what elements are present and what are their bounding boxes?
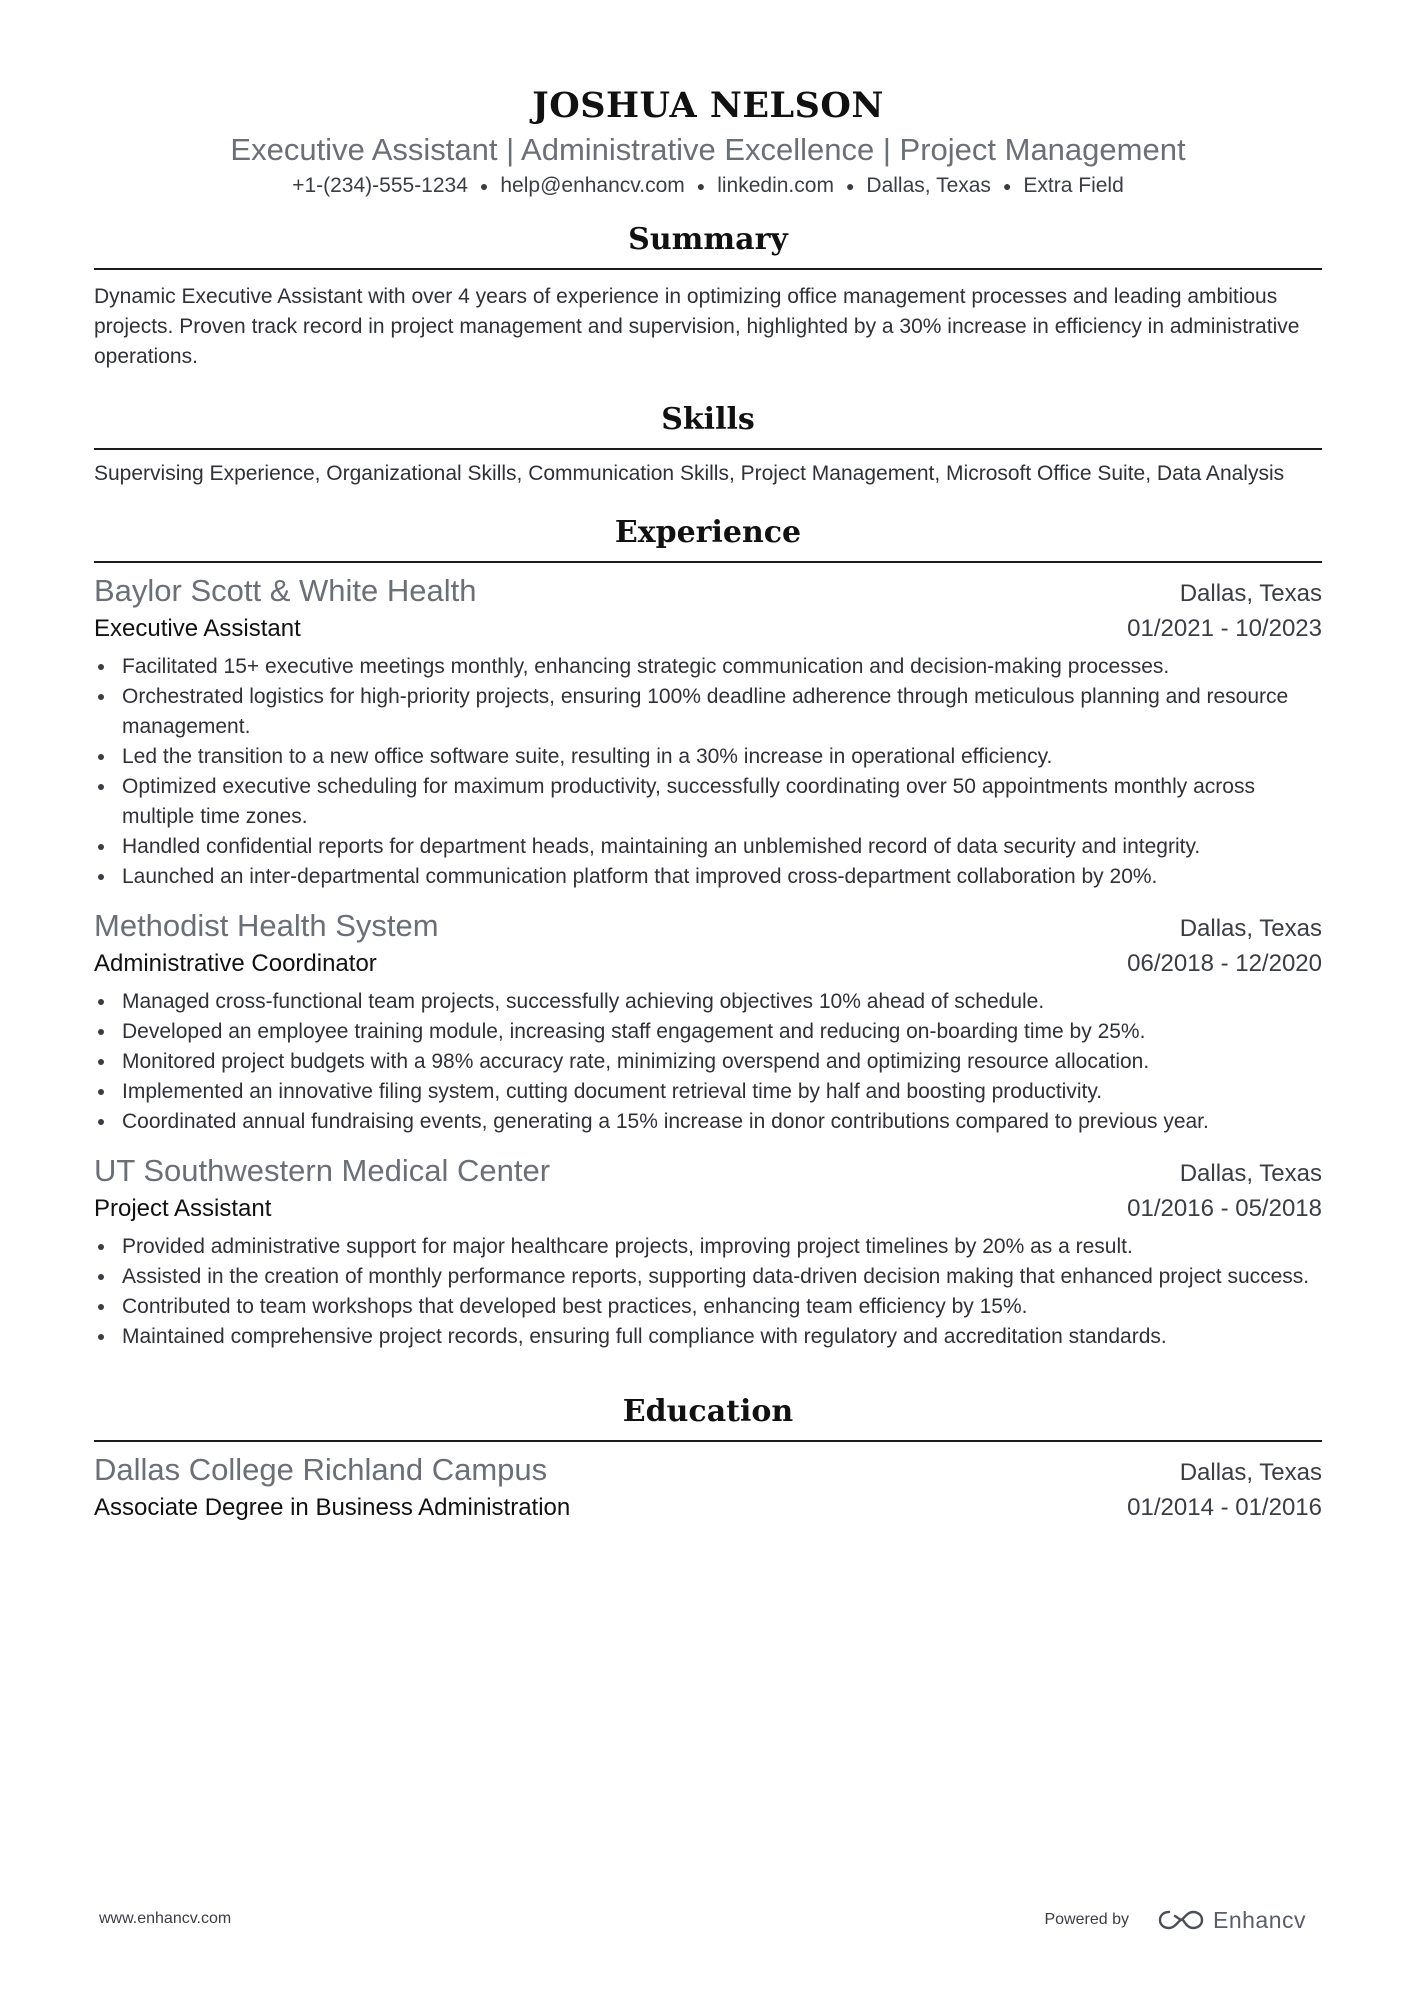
bullet-text: Developed an employee training module, increasing staff engagement and reducing on-boarding time by 25%.	[122, 1020, 1146, 1044]
experience-entry	[94, 1151, 1322, 1352]
job-location: Dallas, Texas	[1179, 580, 1322, 608]
bullet-text: Optimized executive scheduling for maximum productivity, successfully coordinating over 50 appointments monthly across multiple time zones.	[122, 775, 1255, 829]
contact-email[interactable]: help@enhancv.com	[500, 174, 685, 197]
section-divider	[94, 268, 1322, 270]
contact-linkedin[interactable]: linkedin.com	[717, 174, 834, 197]
job-location: Dallas, Texas	[1179, 1160, 1322, 1188]
job-title: Administrative Coordinator	[94, 950, 377, 978]
contact-line	[94, 172, 1322, 200]
bullet-icon	[98, 1304, 104, 1310]
section-divider	[94, 1440, 1322, 1442]
footer-website-link[interactable]: www.enhancv.com	[99, 1910, 232, 1927]
candidate-name: JOSHUA NELSON	[532, 85, 884, 126]
company-name: Baylor Scott & White Health	[94, 573, 477, 609]
education-section	[94, 1392, 1322, 1525]
bullet-icon	[98, 1089, 104, 1095]
bullet-text: Coordinated annual fundraising events, generating a 15% increase in donor contributions compared to previous year.	[122, 1110, 1209, 1134]
bullet-text: Implemented an innovative filing system, cutting document retrieval time by half and boosting productivity.	[122, 1080, 1103, 1104]
section-title-experience: Experience	[614, 515, 802, 551]
list-item	[94, 1047, 1322, 1077]
experience-company-row	[94, 571, 1322, 612]
experience-entry	[94, 571, 1322, 892]
page-footer	[0, 1902, 1410, 1942]
enhancv-brand-name: Enhancv	[1212, 1906, 1306, 1933]
education-entry	[94, 1450, 1322, 1525]
job-location: Dallas, Texas	[1179, 915, 1322, 943]
experience-company-row	[94, 906, 1322, 947]
bullet-icon	[98, 1119, 104, 1125]
bullet-text: Managed cross-functional team projects, successfully achieving objectives 10% ahead of schedule.	[122, 990, 1045, 1014]
bullet-icon	[98, 664, 104, 670]
summary-section	[94, 220, 1322, 372]
contact-location: Dallas, Texas	[866, 174, 991, 197]
job-bullets	[94, 987, 1322, 1137]
bullet-icon	[98, 999, 104, 1005]
summary-text: Dynamic Executive Assistant with over 4 years of experience in optimizing office management processes and leading ambitious projects. Proven track record in project management and supervision, highlighted by a 30% increase in efficiency in administrative operations.	[94, 285, 1300, 369]
enhancv-logo-icon	[1157, 1908, 1205, 1932]
bullet-icon	[98, 1244, 104, 1250]
job-bullets	[94, 1232, 1322, 1352]
bullet-text: Maintained comprehensive project records, ensuring full compliance with regulatory and accreditation standards.	[122, 1325, 1167, 1349]
list-item	[94, 742, 1322, 772]
powered-by-label: Powered by	[1044, 1911, 1129, 1928]
bullet-text: Monitored project budgets with a 98% accuracy rate, minimizing overspend and optimizing resource allocation.	[122, 1050, 1150, 1074]
bullet-icon	[98, 844, 104, 850]
experience-role-row	[94, 612, 1322, 646]
bullet-icon	[98, 1059, 104, 1065]
company-name: UT Southwestern Medical Center	[94, 1153, 551, 1189]
list-item	[94, 682, 1322, 742]
bullet-separator-icon: ●	[1002, 178, 1012, 195]
company-name: Methodist Health System	[94, 908, 439, 944]
experience-role-row	[94, 947, 1322, 981]
list-item	[94, 1107, 1322, 1137]
bullet-icon	[98, 1334, 104, 1340]
contact-extra-field: Extra Field	[1023, 174, 1124, 197]
bullet-text: Assisted in the creation of monthly performance reports, supporting data-driven decision making that enhanced project success.	[122, 1265, 1310, 1289]
list-item	[94, 1017, 1322, 1047]
job-bullets	[94, 652, 1322, 892]
resume-page	[94, 0, 1322, 1525]
experience-role-row	[94, 1192, 1322, 1226]
job-title: Executive Assistant	[94, 615, 301, 643]
list-item	[94, 862, 1322, 892]
list-item	[94, 832, 1322, 862]
list-item	[94, 1262, 1322, 1292]
bullet-icon	[98, 1274, 104, 1280]
school-name: Dallas College Richland Campus	[94, 1452, 548, 1488]
degree-title: Associate Degree in Business Administration	[94, 1494, 571, 1522]
education-school-row	[94, 1450, 1322, 1491]
section-divider	[94, 561, 1322, 563]
job-dates: 01/2021 - 10/2023	[1127, 615, 1322, 643]
bullet-text: Orchestrated logistics for high-priority projects, ensuring 100% deadline adherence through meticulous planning and resource management.	[122, 685, 1289, 739]
resume-header	[94, 0, 1322, 200]
bullet-text: Handled confidential reports for department heads, maintaining an unblemished record of data security and integrity.	[122, 835, 1201, 859]
education-degree-row	[94, 1491, 1322, 1525]
experience-entry	[94, 906, 1322, 1137]
experience-company-row	[94, 1151, 1322, 1192]
bullet-separator-icon: ●	[479, 178, 489, 195]
skills-text: Supervising Experience, Organizational Skills, Communication Skills, Project Management, Microsoft Office Suite, Data Analysis	[94, 462, 1285, 486]
list-item	[94, 1232, 1322, 1262]
list-item	[94, 652, 1322, 682]
list-item	[94, 1077, 1322, 1107]
footer-branding	[1044, 1902, 1306, 1938]
bullet-text: Led the transition to a new office software suite, resulting in a 30% increase in operational efficiency.	[122, 745, 1053, 769]
bullet-text: Contributed to team workshops that developed best practices, enhancing team efficiency by 15%.	[122, 1295, 1028, 1319]
contact-phone: +1-(234)-555-1234	[292, 174, 468, 197]
list-item	[94, 987, 1322, 1017]
section-divider	[94, 448, 1322, 450]
education-dates: 01/2014 - 01/2016	[1127, 1494, 1322, 1522]
bullet-separator-icon: ●	[845, 178, 855, 195]
bullet-separator-icon: ●	[696, 178, 706, 195]
section-title-skills: Skills	[661, 402, 755, 438]
list-item	[94, 1322, 1322, 1352]
job-dates: 01/2016 - 05/2018	[1127, 1195, 1322, 1223]
skills-section	[94, 400, 1322, 487]
bullet-icon	[98, 754, 104, 760]
section-title-summary: Summary	[628, 222, 788, 258]
candidate-headline: Executive Assistant | Administrative Excellence | Project Management	[230, 132, 1186, 167]
bullet-icon	[98, 874, 104, 880]
school-location: Dallas, Texas	[1179, 1459, 1322, 1487]
bullet-icon	[98, 784, 104, 790]
bullet-icon	[98, 694, 104, 700]
list-item	[94, 772, 1322, 832]
bullet-icon	[98, 1029, 104, 1035]
section-title-education: Education	[622, 1394, 794, 1430]
job-title: Project Assistant	[94, 1195, 272, 1223]
experience-section	[94, 513, 1322, 1352]
bullet-text: Facilitated 15+ executive meetings monthly, enhancing strategic communication and decision-making processes.	[122, 655, 1170, 679]
bullet-text: Launched an inter-departmental communication platform that improved cross-department collaboration by 20%.	[122, 865, 1158, 889]
job-dates: 06/2018 - 12/2020	[1127, 950, 1322, 978]
bullet-text: Provided administrative support for major healthcare projects, improving project timelines by 20% as a result.	[122, 1235, 1133, 1259]
list-item	[94, 1292, 1322, 1322]
